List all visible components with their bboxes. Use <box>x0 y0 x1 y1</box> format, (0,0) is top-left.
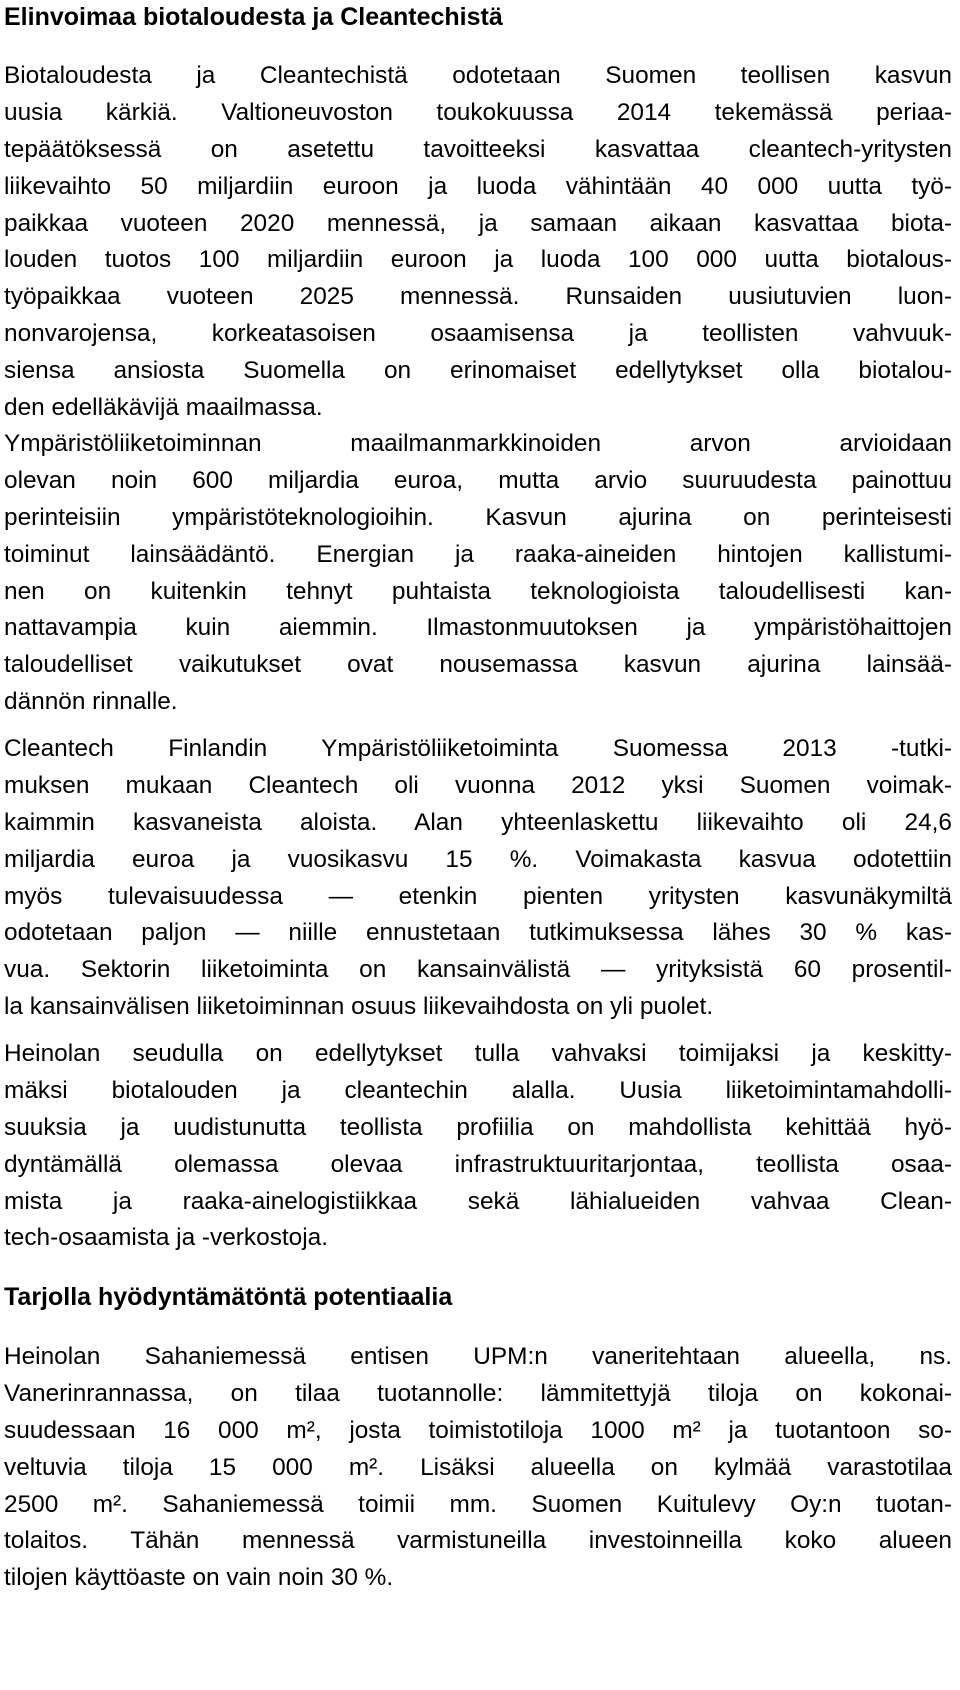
text-line: Biotaloudesta ja Cleantechistä odotetaan Suomen teollisen kasvun <box>4 62 952 89</box>
text-line: mista ja raaka-ainelogistiikkaa sekä lähialueiden vahvaa Clean- <box>4 1187 952 1215</box>
text-line: liikevaihto 50 miljardiin euroon ja luoda vähintään 40 000 uutta työ- <box>4 172 952 200</box>
text-line: mäksi biotalouden ja cleantechin alalla. Uusia liiketoimintamahdolli- <box>4 1076 952 1104</box>
text-line: louden tuotos 100 miljardiin euroon ja luoda 100 000 uutta biotalous- <box>4 246 952 274</box>
text-line: myös tulevaisuudessa — etenkin pienten yritysten kasvunäkymiltä <box>4 882 952 910</box>
text-line: vua. Sektorin liiketoiminta on kansainvälistä — yrityksistä 60 prosentil- <box>4 956 952 984</box>
paragraph-heinola-region <box>4 1036 952 1257</box>
text-line: kaimmin kasvaneista aloista. Alan yhteenlaskettu liikevaihto oli 24,6 <box>4 808 952 836</box>
text-line: veltuvia tiloja 15 000 m². Lisäksi alueella on kylmää varastotilaa <box>4 1453 952 1481</box>
text-line: Ympäristöliiketoiminnan maailmanmarkkinoiden arvon arvioidaan <box>4 430 952 457</box>
text-line: työpaikkaa vuoteen 2025 mennessä. Runsaiden uusiutuvien luon- <box>4 283 952 311</box>
text-line: paikkaa vuoteen 2020 mennessä, ja samaan aikaan kasvattaa biota- <box>4 209 952 237</box>
text-line: tech-osaamista ja -verkostoja. <box>4 1224 328 1252</box>
text-line: muksen mukaan Cleantech oli vuonna 2012 yksi Suomen voimak- <box>4 771 952 799</box>
text-line: nattavampia kuin aiemmin. Ilmastonmuutoksen ja ympäristöhaittojen <box>4 614 952 642</box>
text-line: odotetaan paljon — niille ennustetaan tutkimuksessa lähes 30 % kas- <box>4 919 952 947</box>
paragraph-bioeconomy-goals <box>4 58 952 427</box>
text-line: siensa ansiosta Suomella on erinomaiset edellytykset olla biotalou- <box>4 357 952 385</box>
text-line: dyntämällä olemassa olevaa infrastruktuuritarjontaa, teollista osaa- <box>4 1150 952 1178</box>
text-line: taloudelliset vaikutukset ovat nousemassa kasvun ajurina lainsää- <box>4 651 952 679</box>
text-line: perinteisiin ympäristöteknologioihin. Kasvun ajurina on perinteisesti <box>4 503 952 531</box>
text-line: olevan noin 600 miljardia euroa, mutta arvio suuruudesta painottuu <box>4 466 952 494</box>
text-line: nonvarojensa, korkeatasoisen osaamisensa ja teollisten vahvuuk- <box>4 320 952 348</box>
text-line: Heinolan Sahaniemessä entisen UPM:n vaneritehtaan alueella, ns. <box>4 1343 952 1370</box>
text-line: 2500 m². Sahaniemessä toimii mm. Suomen Kuitulevy Oy:n tuotan- <box>4 1490 952 1518</box>
text-line: nen on kuitenkin tehnyt puhtaista teknologioista taloudellisesti kan- <box>4 577 952 605</box>
text-line: suuksia ja uudistunutta teollista profiilia on mahdollista kehittää hyö- <box>4 1113 952 1141</box>
text-line: Heinolan seudulla on edellytykset tulla vahvaksi toimijaksi ja keskitty- <box>4 1040 952 1067</box>
section-heading-potential: Tarjolla hyödyntämätöntä potentiaalia <box>4 1283 453 1311</box>
text-line: toiminut lainsäädäntö. Energian ja raaka-aineiden hintojen kallistumi- <box>4 540 952 568</box>
text-line: Cleantech Finlandin Ympäristöliiketoiminta Suomessa 2013 -tutki- <box>4 735 952 762</box>
section-heading-bioeconomy: Elinvoimaa biotaloudesta ja Cleantechistä <box>4 3 503 31</box>
text-line: tolaitos. Tähän mennessä varmistuneilla investoinneilla koko alueen <box>4 1527 952 1555</box>
text-line: den edelläkävijä maailmassa. <box>4 394 323 422</box>
text-line: uusia kärkiä. Valtioneuvoston toukokuussa 2014 tekemässä periaa- <box>4 98 952 126</box>
text-line: suudessaan 16 000 m², josta toimistotiloja 1000 m² ja tuotantoon so- <box>4 1416 952 1444</box>
paragraph-environmental-market <box>4 426 952 721</box>
text-line: miljardia euroa ja vuosikasvu 15 %. Voimakasta kasvua odotettiin <box>4 845 952 873</box>
text-line: dännön rinnalle. <box>4 688 178 716</box>
paragraph-cleantech-study <box>4 731 952 1026</box>
text-line: Vanerinrannassa, on tilaa tuotannolle: lämmitettyjä tiloja on kokonai- <box>4 1379 952 1407</box>
text-line: tilojen käyttöaste on vain noin 30 %. <box>4 1564 394 1592</box>
paragraph-sahaniemi <box>4 1339 952 1597</box>
text-line: tepäätöksessä on asetettu tavoitteeksi kasvattaa cleantech-yritysten <box>4 135 952 163</box>
text-line: la kansainvälisen liiketoiminnan osuus liikevaihdosta on yli puolet. <box>4 993 714 1021</box>
